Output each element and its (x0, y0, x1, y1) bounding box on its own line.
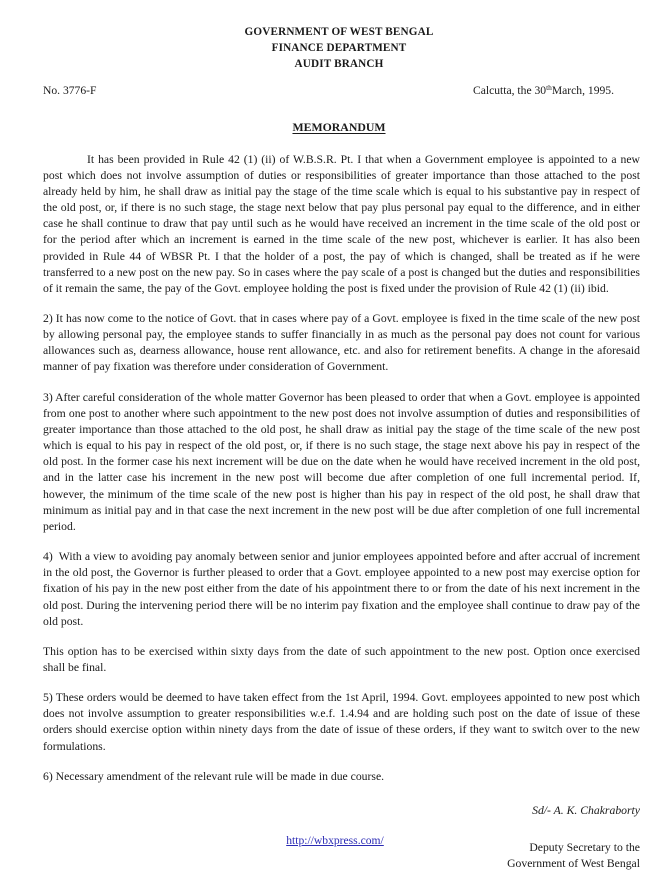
reference-row (43, 80, 640, 99)
signatory-name: Sd/- A. K. Chakraborty (532, 803, 640, 817)
document-body (43, 152, 643, 785)
memo-date (473, 80, 614, 99)
memo-date-prefix: Calcutta, the 30 (473, 83, 547, 97)
paragraph-6: 6) Necessary amendment of the relevant rule will be made in due course. (43, 769, 385, 783)
paragraph-1: It has been provided in Rule 42 (1) (ii) of W.B.S.R. Pt. I that when a Government employee is appointed to a new post which does not involve assumption of duties or responsibilities of greater importance than those attached to the post already held by him, he shall draw as initial pay the stage of the time scale which is equal to his substantive pay in respect of the old post, or, if there is no such stage, the stage next below that pay plus personal pay equal to the difference, and in either case he shall continue to draw that pay until such as he would have received an increment in the time scale of the old post or for the period after which an increment is earned in the time scale of the new post, whichever is earlier. It has also been provided in Rule 44 of WBSR Pt. I that the holder of a post, the pay of which is changed, shall be treated as if he were transferred to a new post on the new pay. So in cases where the pay scale of a post is changed but the duties and responsibilities of it remain the same, the pay of the Govt. employee holding the post is fixed under the provision of Rule 42 (1) (ii) ibid. (43, 152, 643, 295)
letterhead (43, 24, 640, 73)
paragraph-5: 5) These orders would be deemed to have taken effect from the 1st April, 1994. Govt. employees appointed to new post which does not involve assumption to greater responsibilities w.e.f. 1.4.94 and are holding such post on the date of issue of these orders should exercise option within ninety days from the date of issue of these orders, if they want to switch over to the new formulations. (43, 691, 643, 753)
paragraph-4: 4) With a view to avoiding pay anomaly between senior and junior employees appointed before and after accrual of increment in the old post, the Governor is further pleased to order that a Govt. employee appointed to a new post may exercise option for fixation of his pay in the new post either from the date of his appointment there to or from the date of his next increment in the old post. During the intervening period there will be no interim pay fixation and the employee shall continue to draw pay of the old post. (43, 550, 643, 628)
page-title (43, 120, 640, 135)
page-title-text: MEMORANDUM (292, 119, 386, 134)
letterhead-government: GOVERNMENT OF WEST BENGAL (244, 26, 434, 38)
memo-date-rest: March, 1995. (551, 83, 614, 97)
paragraph-option: This option has to be exercised within sixty days from the date of such appointment to the new post. Option once exercised shall be final. (43, 644, 643, 674)
letterhead-branch: AUDIT BRANCH (294, 58, 384, 71)
memo-number: No. 3776-F (43, 83, 97, 97)
letterhead-department: FINANCE DEPARTMENT (271, 42, 407, 55)
designation-line-2: Government of West Bengal (507, 857, 640, 871)
designation-line-1: Deputy Secretary to the (529, 840, 640, 854)
source-link[interactable]: http://wbxpress.com/ (286, 834, 384, 847)
memo-date-ordinal: th (546, 82, 552, 92)
footer (0, 831, 672, 849)
paragraph-3: 3) After careful consideration of the whole matter Governor has been pleased to order that when a Govt. employee is appointed from one post to another where such appointment to the new post does not involve assumption of duties and responsibilities of greater importance than those attached to the old post, he shall draw as initial pay the stage of the time scale of the new post which is equal to his pay in respect of the old post, or, if there is no such stage, the stage next above his pay in respect of the old post. In the former case his next increment will be due on the date when he would have received increment in the old post, and in the latter case his increment in the new post will become due after completion of one full incremental period. If, however, the minimum of the time scale of the new post is higher than his pay in respect of the old post, he shall draw that minimum as initial pay and in that case the next increment in the new post will be due after completion of one full incremental period. (43, 390, 643, 533)
paragraph-2: 2) It has now come to the notice of Govt. that in cases where pay of a Govt. employee is fixed in the time scale of the new post by allowing personal pay, the employee stands to suffer financially in as much as the personal pay does not count for various allowances such as, dearness allowance, house rent allowance, etc. and also for retirement benefits. A change in the aforesaid manner of pay fixation was therefore under consideration of Government. (43, 312, 643, 374)
